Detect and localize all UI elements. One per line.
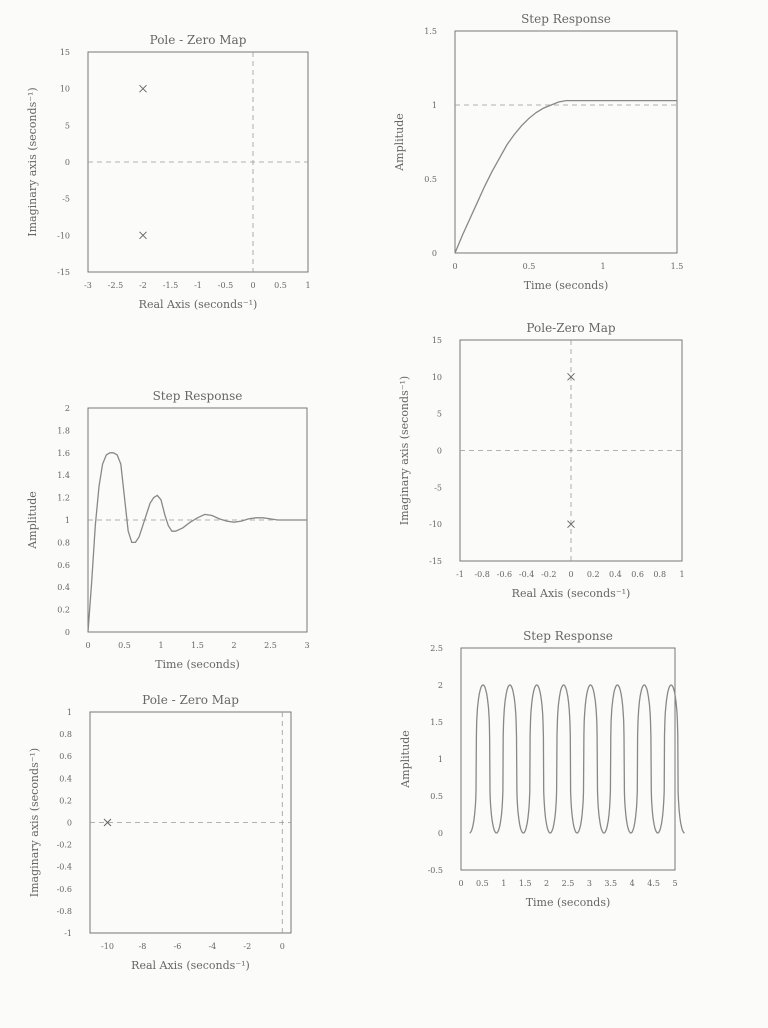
x-tick-label: 0 bbox=[568, 570, 574, 579]
y-axis-label: Imaginary axis (seconds⁻¹) bbox=[26, 87, 39, 237]
x-tick-label: 2 bbox=[544, 879, 550, 888]
y-tick-label: -0.8 bbox=[56, 906, 72, 916]
x-tick-label: 1.5 bbox=[670, 262, 684, 271]
x-tick-label: -4 bbox=[208, 942, 217, 951]
x-tick-label: -0.2 bbox=[541, 570, 557, 579]
x-tick-label: 0.5 bbox=[476, 879, 489, 888]
pole-marker bbox=[140, 85, 147, 92]
x-tick-label: -1.5 bbox=[162, 281, 179, 290]
x-axis-label: Real Axis (seconds⁻¹) bbox=[511, 587, 631, 600]
y-axis-label: Imaginary axis (seconds⁻¹) bbox=[398, 375, 411, 526]
y-tick-label: -1 bbox=[64, 929, 72, 938]
y-tick-label: 2 bbox=[437, 681, 443, 690]
y-tick-label: 0.4 bbox=[57, 583, 70, 593]
y-tick-label: 0 bbox=[64, 158, 70, 167]
x-tick-label: -6 bbox=[173, 942, 182, 951]
chart-title: Step Response bbox=[152, 389, 243, 403]
y-tick-label: 2 bbox=[64, 404, 70, 413]
y-tick-label: -0.5 bbox=[427, 866, 443, 875]
y-axis-label: Amplitude bbox=[26, 491, 39, 549]
y-tick-label: 15 bbox=[431, 336, 442, 345]
x-tick-label: 1 bbox=[305, 281, 311, 290]
response-curve bbox=[470, 685, 685, 833]
x-tick-label: 1.5 bbox=[518, 879, 532, 888]
y-tick-label: 1.6 bbox=[57, 448, 70, 458]
response-curve bbox=[88, 453, 307, 632]
x-tick-label: 1 bbox=[600, 262, 606, 271]
y-tick-label: -5 bbox=[434, 483, 442, 493]
y-axis-label: Amplitude bbox=[399, 730, 412, 788]
y-tick-label: 0.5 bbox=[424, 175, 437, 184]
x-tick-label: -3 bbox=[84, 281, 92, 290]
y-tick-label: 5 bbox=[64, 121, 70, 131]
x-tick-label: -1 bbox=[194, 281, 202, 290]
response-curve bbox=[455, 101, 677, 253]
y-tick-label: -15 bbox=[57, 268, 70, 277]
y-axis-label: Imaginary axis (seconds⁻¹) bbox=[28, 747, 41, 898]
y-tick-label: 2.5 bbox=[430, 644, 443, 653]
x-axis-label: Time (seconds) bbox=[525, 896, 611, 909]
x-tick-label: 0.6 bbox=[631, 570, 644, 579]
x-tick-label: 0.5 bbox=[118, 641, 131, 650]
chart-title: Step Response bbox=[523, 629, 613, 643]
x-tick-label: 0 bbox=[452, 262, 458, 271]
x-tick-label: 2.5 bbox=[264, 641, 277, 650]
x-tick-label: -0.8 bbox=[474, 570, 490, 579]
x-tick-label: 0.5 bbox=[522, 262, 536, 271]
y-tick-label: 1.8 bbox=[57, 426, 70, 436]
y-tick-label: 1 bbox=[66, 708, 72, 717]
x-tick-label: 1.5 bbox=[191, 641, 204, 650]
y-tick-label: 0.8 bbox=[59, 730, 72, 740]
y-tick-label: 0 bbox=[431, 249, 437, 258]
x-tick-label: -0.4 bbox=[518, 570, 535, 579]
x-tick-label: 4 bbox=[629, 879, 635, 888]
x-tick-label: -10 bbox=[101, 942, 114, 951]
x-tick-label: 0 bbox=[85, 641, 91, 650]
x-tick-label: 0.4 bbox=[609, 570, 622, 579]
x-tick-label: -1 bbox=[456, 570, 464, 579]
x-axis-label: Time (seconds) bbox=[523, 279, 609, 292]
y-axis-label: Amplitude bbox=[393, 113, 406, 171]
chart-title: Pole-Zero Map bbox=[526, 321, 616, 335]
y-tick-label: 1.2 bbox=[57, 493, 70, 503]
y-tick-label: 1.5 bbox=[424, 27, 437, 36]
y-tick-label: 10 bbox=[431, 372, 442, 382]
y-tick-label: 1 bbox=[431, 101, 437, 110]
y-tick-label: 5 bbox=[436, 409, 442, 419]
chart-title: Pole - Zero Map bbox=[142, 693, 239, 707]
y-tick-label: 0.2 bbox=[59, 796, 72, 806]
x-tick-label: 1 bbox=[501, 879, 507, 888]
y-tick-label: 0 bbox=[64, 628, 70, 637]
x-tick-label: 1 bbox=[158, 641, 164, 650]
y-tick-label: 0 bbox=[436, 446, 442, 456]
x-tick-label: -0.5 bbox=[217, 281, 234, 290]
chart-pz1 bbox=[26, 33, 311, 311]
y-tick-label: 0 bbox=[66, 818, 72, 828]
x-tick-label: 0 bbox=[458, 879, 464, 888]
x-tick-label: 3 bbox=[586, 879, 592, 888]
y-tick-label: -0.6 bbox=[56, 884, 72, 894]
x-tick-label: 1 bbox=[679, 570, 685, 579]
x-tick-label: 0.2 bbox=[586, 570, 600, 579]
x-tick-label: 3.5 bbox=[604, 879, 618, 888]
x-tick-label: 2 bbox=[231, 641, 237, 650]
y-tick-label: -0.2 bbox=[56, 840, 72, 850]
x-tick-label: -0.6 bbox=[496, 570, 513, 579]
y-tick-label: 0.2 bbox=[57, 605, 70, 615]
x-axis-label: Real Axis (seconds⁻¹) bbox=[138, 298, 258, 311]
x-tick-label: 0.8 bbox=[653, 570, 667, 579]
x-tick-label: 4.5 bbox=[647, 879, 660, 888]
y-tick-label: 0.6 bbox=[59, 752, 72, 762]
y-tick-label: 1 bbox=[64, 516, 70, 525]
y-tick-label: 15 bbox=[59, 48, 70, 57]
x-tick-label: 0 bbox=[250, 281, 256, 290]
x-axis-label: Time (seconds) bbox=[155, 658, 240, 671]
y-tick-label: 1 bbox=[437, 755, 443, 764]
x-tick-label: -2 bbox=[139, 281, 147, 290]
y-tick-label: -0.4 bbox=[56, 862, 72, 872]
chart-pz3 bbox=[28, 693, 291, 972]
x-tick-label: -2 bbox=[243, 942, 252, 951]
y-tick-label: 0.6 bbox=[57, 560, 70, 570]
plot-frame bbox=[461, 648, 675, 870]
x-tick-label: 2.5 bbox=[561, 879, 575, 888]
chart-sr2 bbox=[26, 389, 310, 671]
y-tick-label: 0 bbox=[437, 829, 443, 838]
chart-sr1 bbox=[393, 12, 683, 292]
y-tick-label: 0.5 bbox=[430, 792, 443, 801]
y-tick-label: 1.5 bbox=[430, 718, 443, 727]
y-tick-label: -10 bbox=[57, 231, 70, 241]
plot-frame bbox=[455, 31, 677, 253]
chart-sr3 bbox=[399, 629, 685, 909]
pole-marker bbox=[140, 232, 147, 239]
chart-pz2 bbox=[398, 321, 685, 600]
x-tick-label: 0 bbox=[279, 942, 285, 951]
chart-title: Pole - Zero Map bbox=[149, 33, 247, 47]
x-tick-label: 0.5 bbox=[274, 281, 287, 290]
x-tick-label: -8 bbox=[138, 942, 147, 951]
chart-title: Step Response bbox=[521, 12, 611, 26]
y-tick-label: 1.4 bbox=[57, 471, 70, 481]
y-tick-label: -5 bbox=[62, 194, 70, 204]
x-tick-label: -2.5 bbox=[107, 281, 124, 290]
x-axis-label: Real Axis (seconds⁻¹) bbox=[131, 959, 250, 972]
y-tick-label: -10 bbox=[429, 520, 442, 530]
x-tick-label: 3 bbox=[304, 641, 310, 650]
x-tick-label: 5 bbox=[672, 879, 678, 888]
y-tick-label: -15 bbox=[429, 557, 442, 566]
y-tick-label: 10 bbox=[59, 84, 70, 94]
y-tick-label: 0.4 bbox=[59, 774, 72, 784]
y-tick-label: 0.8 bbox=[57, 538, 70, 548]
